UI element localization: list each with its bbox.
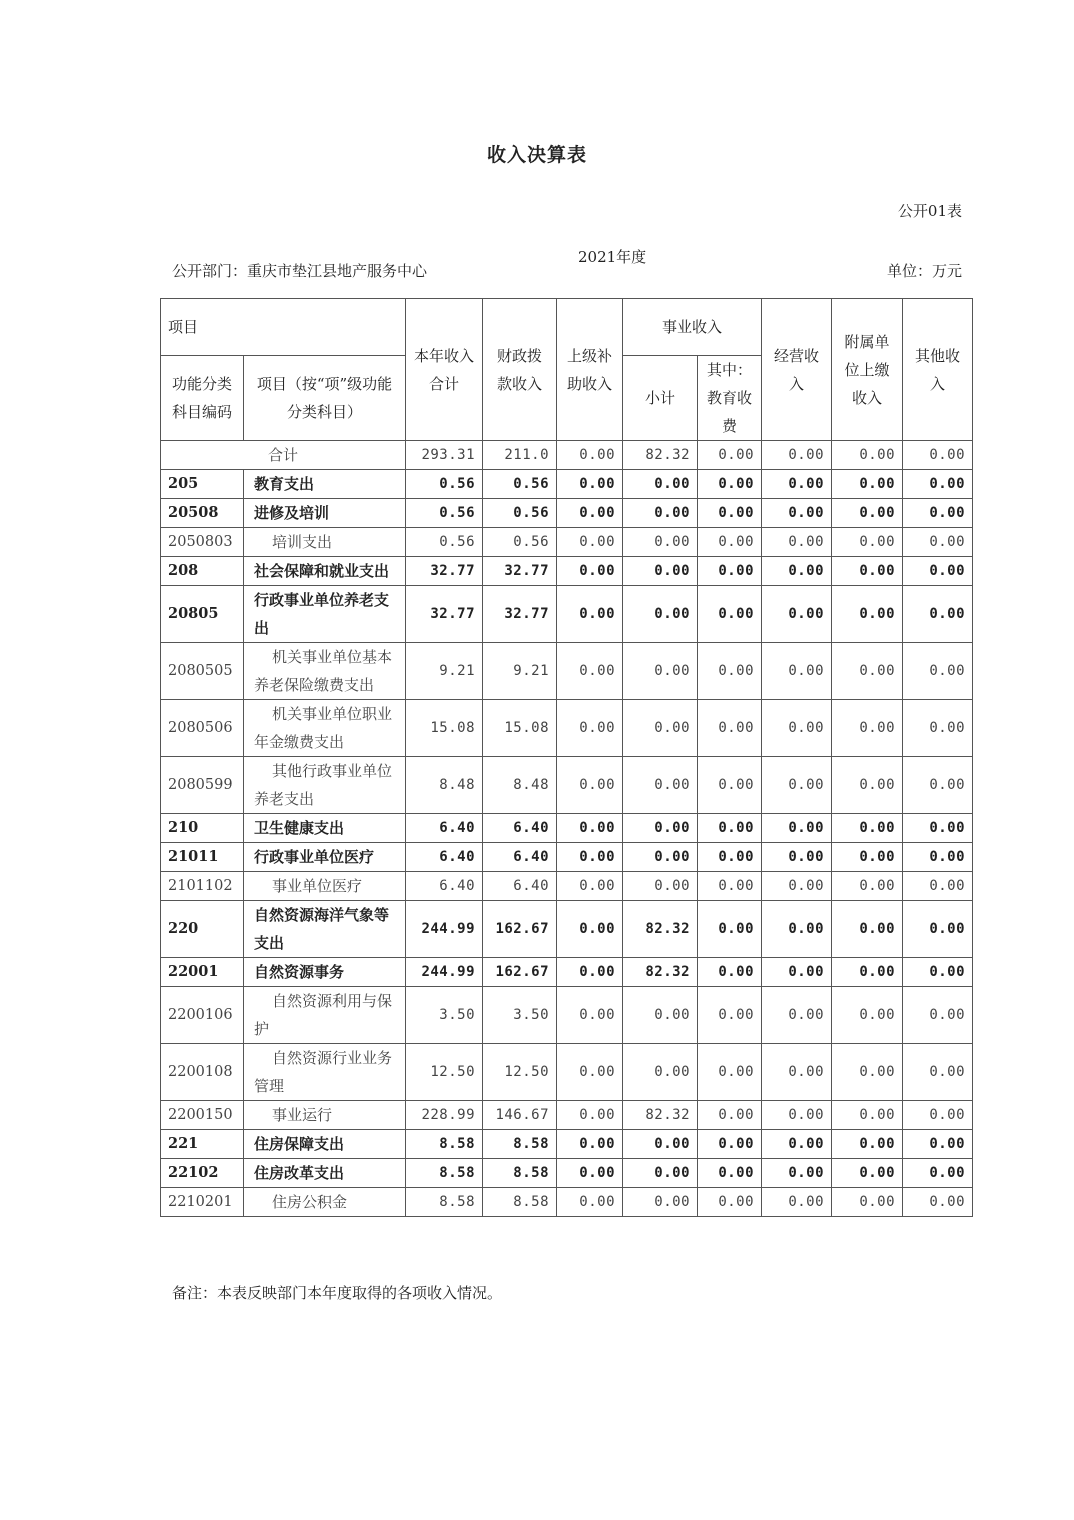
row-cell-total: 6.40	[406, 843, 483, 872]
row-cell-affiliate: 0.00	[832, 814, 903, 843]
table-row	[161, 643, 973, 700]
row-cell-other: 0.00	[903, 901, 973, 958]
header-affiliate: 附属单位上缴收入	[832, 299, 903, 441]
row-cell-superior: 0.00	[557, 557, 623, 586]
row-cell-affiliate: 0.00	[832, 872, 903, 901]
total-cell-subtotal: 82.32	[623, 441, 698, 470]
row-cell-other: 0.00	[903, 1101, 973, 1130]
row-cell-operating: 0.00	[762, 843, 832, 872]
row-cell-superior: 0.00	[557, 1044, 623, 1101]
row-code: 21011	[161, 843, 244, 872]
table-row	[161, 1159, 973, 1188]
row-name: 机关事业单位基本养老保险缴费支出	[244, 643, 406, 700]
income-table	[160, 298, 973, 1217]
row-cell-other: 0.00	[903, 1044, 973, 1101]
row-cell-other: 0.00	[903, 987, 973, 1044]
row-cell-subtotal: 0.00	[623, 528, 698, 557]
row-cell-education: 0.00	[698, 843, 762, 872]
row-cell-other: 0.00	[903, 757, 973, 814]
row-cell-subtotal: 82.32	[623, 901, 698, 958]
row-cell-superior: 0.00	[557, 528, 623, 557]
row-cell-education: 0.00	[698, 814, 762, 843]
row-cell-superior: 0.00	[557, 643, 623, 700]
department-label: 公开部门：重庆市垫江县地产服务中心	[172, 262, 428, 280]
row-cell-affiliate: 0.00	[832, 700, 903, 757]
row-cell-other: 0.00	[903, 586, 973, 643]
row-cell-affiliate: 0.00	[832, 1101, 903, 1130]
header-name: 项目（按“项”级功能分类科目）	[244, 356, 406, 441]
row-cell-affiliate: 0.00	[832, 901, 903, 958]
row-cell-superior: 0.00	[557, 872, 623, 901]
row-cell-fiscal: 12.50	[483, 1044, 557, 1101]
row-cell-superior: 0.00	[557, 958, 623, 987]
header-item: 项目	[161, 299, 406, 356]
row-cell-fiscal: 6.40	[483, 814, 557, 843]
row-code: 2080505	[161, 643, 244, 700]
row-cell-superior: 0.00	[557, 843, 623, 872]
row-cell-education: 0.00	[698, 1188, 762, 1217]
table-row	[161, 987, 973, 1044]
row-cell-education: 0.00	[698, 643, 762, 700]
total-cell-superior: 0.00	[557, 441, 623, 470]
row-cell-education: 0.00	[698, 586, 762, 643]
row-cell-affiliate: 0.00	[832, 643, 903, 700]
row-cell-subtotal: 0.00	[623, 643, 698, 700]
row-code: 2080599	[161, 757, 244, 814]
header-fiscal: 财政拨款收入	[483, 299, 557, 441]
row-cell-affiliate: 0.00	[832, 528, 903, 557]
row-cell-affiliate: 0.00	[832, 1044, 903, 1101]
row-name: 事业单位医疗	[244, 872, 406, 901]
row-cell-superior: 0.00	[557, 814, 623, 843]
row-cell-education: 0.00	[698, 987, 762, 1044]
row-name: 培训支出	[244, 528, 406, 557]
row-code: 2101102	[161, 872, 244, 901]
row-cell-affiliate: 0.00	[832, 958, 903, 987]
row-cell-fiscal: 15.08	[483, 700, 557, 757]
row-cell-fiscal: 6.40	[483, 843, 557, 872]
row-cell-affiliate: 0.00	[832, 470, 903, 499]
row-cell-operating: 0.00	[762, 586, 832, 643]
table-row	[161, 814, 973, 843]
row-code: 22102	[161, 1159, 244, 1188]
row-cell-other: 0.00	[903, 814, 973, 843]
row-code: 2200108	[161, 1044, 244, 1101]
row-cell-operating: 0.00	[762, 1101, 832, 1130]
row-cell-total: 0.56	[406, 528, 483, 557]
row-cell-subtotal: 0.00	[623, 814, 698, 843]
row-cell-operating: 0.00	[762, 1044, 832, 1101]
row-code: 20805	[161, 586, 244, 643]
row-code: 20508	[161, 499, 244, 528]
header-code: 功能分类科目编码	[161, 356, 244, 441]
row-cell-superior: 0.00	[557, 1159, 623, 1188]
header-superior: 上级补助收入	[557, 299, 623, 441]
row-cell-education: 0.00	[698, 1130, 762, 1159]
table-row	[161, 700, 973, 757]
row-cell-education: 0.00	[698, 470, 762, 499]
table-header	[161, 299, 973, 441]
table-row	[161, 528, 973, 557]
row-cell-total: 228.99	[406, 1101, 483, 1130]
table-row	[161, 1101, 973, 1130]
row-cell-superior: 0.00	[557, 586, 623, 643]
row-cell-superior: 0.00	[557, 1188, 623, 1217]
row-name: 行政事业单位养老支出	[244, 586, 406, 643]
row-code: 208	[161, 557, 244, 586]
total-cell-operating: 0.00	[762, 441, 832, 470]
row-cell-subtotal: 0.00	[623, 1130, 698, 1159]
row-code: 205	[161, 470, 244, 499]
row-cell-fiscal: 32.77	[483, 557, 557, 586]
row-cell-operating: 0.00	[762, 958, 832, 987]
row-cell-subtotal: 82.32	[623, 1101, 698, 1130]
total-cell-fiscal: 211.0	[483, 441, 557, 470]
total-label: 合计	[161, 441, 406, 470]
row-cell-total: 32.77	[406, 557, 483, 586]
header-subtotal: 小计	[623, 356, 698, 441]
row-cell-affiliate: 0.00	[832, 1159, 903, 1188]
row-cell-education: 0.00	[698, 557, 762, 586]
table-row	[161, 843, 973, 872]
row-cell-fiscal: 3.50	[483, 987, 557, 1044]
row-cell-education: 0.00	[698, 901, 762, 958]
row-cell-total: 9.21	[406, 643, 483, 700]
row-cell-superior: 0.00	[557, 700, 623, 757]
row-cell-fiscal: 0.56	[483, 470, 557, 499]
total-cell-education: 0.00	[698, 441, 762, 470]
row-code: 221	[161, 1130, 244, 1159]
row-name: 社会保障和就业支出	[244, 557, 406, 586]
row-cell-fiscal: 0.56	[483, 528, 557, 557]
row-cell-other: 0.00	[903, 872, 973, 901]
row-code: 2200150	[161, 1101, 244, 1130]
row-name: 卫生健康支出	[244, 814, 406, 843]
row-cell-other: 0.00	[903, 499, 973, 528]
row-name: 教育支出	[244, 470, 406, 499]
row-code: 220	[161, 901, 244, 958]
row-cell-total: 0.56	[406, 499, 483, 528]
row-cell-subtotal: 0.00	[623, 987, 698, 1044]
row-cell-subtotal: 0.00	[623, 757, 698, 814]
row-cell-affiliate: 0.00	[832, 1188, 903, 1217]
header-other: 其他收入	[903, 299, 973, 441]
row-cell-education: 0.00	[698, 528, 762, 557]
row-name: 自然资源利用与保护	[244, 987, 406, 1044]
row-cell-total: 6.40	[406, 872, 483, 901]
row-cell-other: 0.00	[903, 958, 973, 987]
row-cell-operating: 0.00	[762, 987, 832, 1044]
table-row	[161, 586, 973, 643]
row-cell-total: 8.48	[406, 757, 483, 814]
table-row	[161, 1044, 973, 1101]
row-cell-other: 0.00	[903, 643, 973, 700]
header-business: 事业收入	[623, 299, 762, 356]
row-cell-subtotal: 0.00	[623, 872, 698, 901]
footnote: 备注：本表反映部门本年度取得的各项收入情况。	[172, 1284, 503, 1302]
row-cell-affiliate: 0.00	[832, 557, 903, 586]
row-cell-operating: 0.00	[762, 470, 832, 499]
row-cell-other: 0.00	[903, 1130, 973, 1159]
row-name: 自然资源行业业务管理	[244, 1044, 406, 1101]
row-cell-education: 0.00	[698, 757, 762, 814]
table-row	[161, 499, 973, 528]
total-cell-total: 293.31	[406, 441, 483, 470]
table-row-total	[161, 441, 973, 470]
row-name: 事业运行	[244, 1101, 406, 1130]
row-cell-total: 244.99	[406, 958, 483, 987]
row-cell-operating: 0.00	[762, 1159, 832, 1188]
row-cell-subtotal: 0.00	[623, 843, 698, 872]
fiscal-year: 2021年度	[578, 248, 647, 266]
row-name: 住房公积金	[244, 1188, 406, 1217]
row-cell-subtotal: 0.00	[623, 470, 698, 499]
row-cell-superior: 0.00	[557, 1130, 623, 1159]
row-cell-education: 0.00	[698, 958, 762, 987]
row-code: 2210201	[161, 1188, 244, 1217]
row-cell-operating: 0.00	[762, 499, 832, 528]
row-name: 行政事业单位医疗	[244, 843, 406, 872]
row-cell-education: 0.00	[698, 1044, 762, 1101]
row-cell-other: 0.00	[903, 843, 973, 872]
row-cell-fiscal: 8.48	[483, 757, 557, 814]
total-cell-affiliate: 0.00	[832, 441, 903, 470]
table-row	[161, 872, 973, 901]
row-cell-total: 15.08	[406, 700, 483, 757]
row-cell-operating: 0.00	[762, 814, 832, 843]
row-name: 进修及培训	[244, 499, 406, 528]
row-cell-operating: 0.00	[762, 872, 832, 901]
row-cell-fiscal: 146.67	[483, 1101, 557, 1130]
row-name: 自然资源海洋气象等支出	[244, 901, 406, 958]
row-cell-affiliate: 0.00	[832, 843, 903, 872]
row-code: 2080506	[161, 700, 244, 757]
row-cell-operating: 0.00	[762, 528, 832, 557]
row-cell-subtotal: 82.32	[623, 958, 698, 987]
row-cell-subtotal: 0.00	[623, 700, 698, 757]
row-cell-total: 0.56	[406, 470, 483, 499]
row-cell-subtotal: 0.00	[623, 1188, 698, 1217]
row-cell-other: 0.00	[903, 1188, 973, 1217]
row-cell-subtotal: 0.00	[623, 1159, 698, 1188]
row-code: 2050803	[161, 528, 244, 557]
table-row	[161, 557, 973, 586]
row-cell-superior: 0.00	[557, 901, 623, 958]
row-cell-superior: 0.00	[557, 499, 623, 528]
header-total: 本年收入合计	[406, 299, 483, 441]
row-cell-total: 8.58	[406, 1159, 483, 1188]
form-number: 公开01表	[897, 202, 962, 220]
row-cell-operating: 0.00	[762, 1130, 832, 1159]
row-cell-total: 8.58	[406, 1130, 483, 1159]
row-cell-total: 32.77	[406, 586, 483, 643]
row-name: 机关事业单位职业年金缴费支出	[244, 700, 406, 757]
row-cell-education: 0.00	[698, 700, 762, 757]
row-name: 住房改革支出	[244, 1159, 406, 1188]
row-cell-affiliate: 0.00	[832, 586, 903, 643]
row-cell-superior: 0.00	[557, 987, 623, 1044]
row-cell-other: 0.00	[903, 528, 973, 557]
table-row	[161, 958, 973, 987]
row-cell-operating: 0.00	[762, 1188, 832, 1217]
table-row	[161, 901, 973, 958]
row-cell-affiliate: 0.00	[832, 757, 903, 814]
row-cell-subtotal: 0.00	[623, 586, 698, 643]
table-row	[161, 470, 973, 499]
row-cell-other: 0.00	[903, 1159, 973, 1188]
table-row	[161, 1130, 973, 1159]
row-cell-subtotal: 0.00	[623, 1044, 698, 1101]
row-cell-subtotal: 0.00	[623, 557, 698, 586]
row-cell-affiliate: 0.00	[832, 499, 903, 528]
row-name: 住房保障支出	[244, 1130, 406, 1159]
row-cell-education: 0.00	[698, 1159, 762, 1188]
row-cell-fiscal: 9.21	[483, 643, 557, 700]
row-cell-subtotal: 0.00	[623, 499, 698, 528]
row-cell-operating: 0.00	[762, 757, 832, 814]
row-cell-fiscal: 8.58	[483, 1130, 557, 1159]
row-cell-superior: 0.00	[557, 757, 623, 814]
row-cell-fiscal: 0.56	[483, 499, 557, 528]
table-row	[161, 757, 973, 814]
row-name: 其他行政事业单位养老支出	[244, 757, 406, 814]
row-code: 2200106	[161, 987, 244, 1044]
page-title: 收入决算表	[486, 144, 587, 166]
row-cell-education: 0.00	[698, 1101, 762, 1130]
row-cell-superior: 0.00	[557, 1101, 623, 1130]
row-cell-other: 0.00	[903, 470, 973, 499]
row-cell-operating: 0.00	[762, 643, 832, 700]
row-cell-total: 6.40	[406, 814, 483, 843]
row-code: 210	[161, 814, 244, 843]
row-cell-education: 0.00	[698, 499, 762, 528]
row-cell-fiscal: 8.58	[483, 1188, 557, 1217]
header-operating: 经营收入	[762, 299, 832, 441]
total-cell-other: 0.00	[903, 441, 973, 470]
row-cell-total: 244.99	[406, 901, 483, 958]
table-body	[161, 441, 973, 1217]
row-code: 22001	[161, 958, 244, 987]
row-cell-fiscal: 162.67	[483, 901, 557, 958]
row-cell-operating: 0.00	[762, 557, 832, 586]
row-cell-fiscal: 6.40	[483, 872, 557, 901]
row-cell-affiliate: 0.00	[832, 1130, 903, 1159]
row-cell-total: 8.58	[406, 1188, 483, 1217]
row-cell-fiscal: 162.67	[483, 958, 557, 987]
row-cell-affiliate: 0.00	[832, 987, 903, 1044]
row-cell-superior: 0.00	[557, 470, 623, 499]
row-name: 自然资源事务	[244, 958, 406, 987]
row-cell-total: 3.50	[406, 987, 483, 1044]
row-cell-fiscal: 8.58	[483, 1159, 557, 1188]
unit-label: 单位：万元	[886, 262, 962, 280]
table-row	[161, 1188, 973, 1217]
row-cell-total: 12.50	[406, 1044, 483, 1101]
row-cell-operating: 0.00	[762, 700, 832, 757]
row-cell-other: 0.00	[903, 557, 973, 586]
row-cell-operating: 0.00	[762, 901, 832, 958]
header-education: 其中：教育收费	[698, 356, 762, 441]
row-cell-other: 0.00	[903, 700, 973, 757]
row-cell-education: 0.00	[698, 872, 762, 901]
row-cell-fiscal: 32.77	[483, 586, 557, 643]
